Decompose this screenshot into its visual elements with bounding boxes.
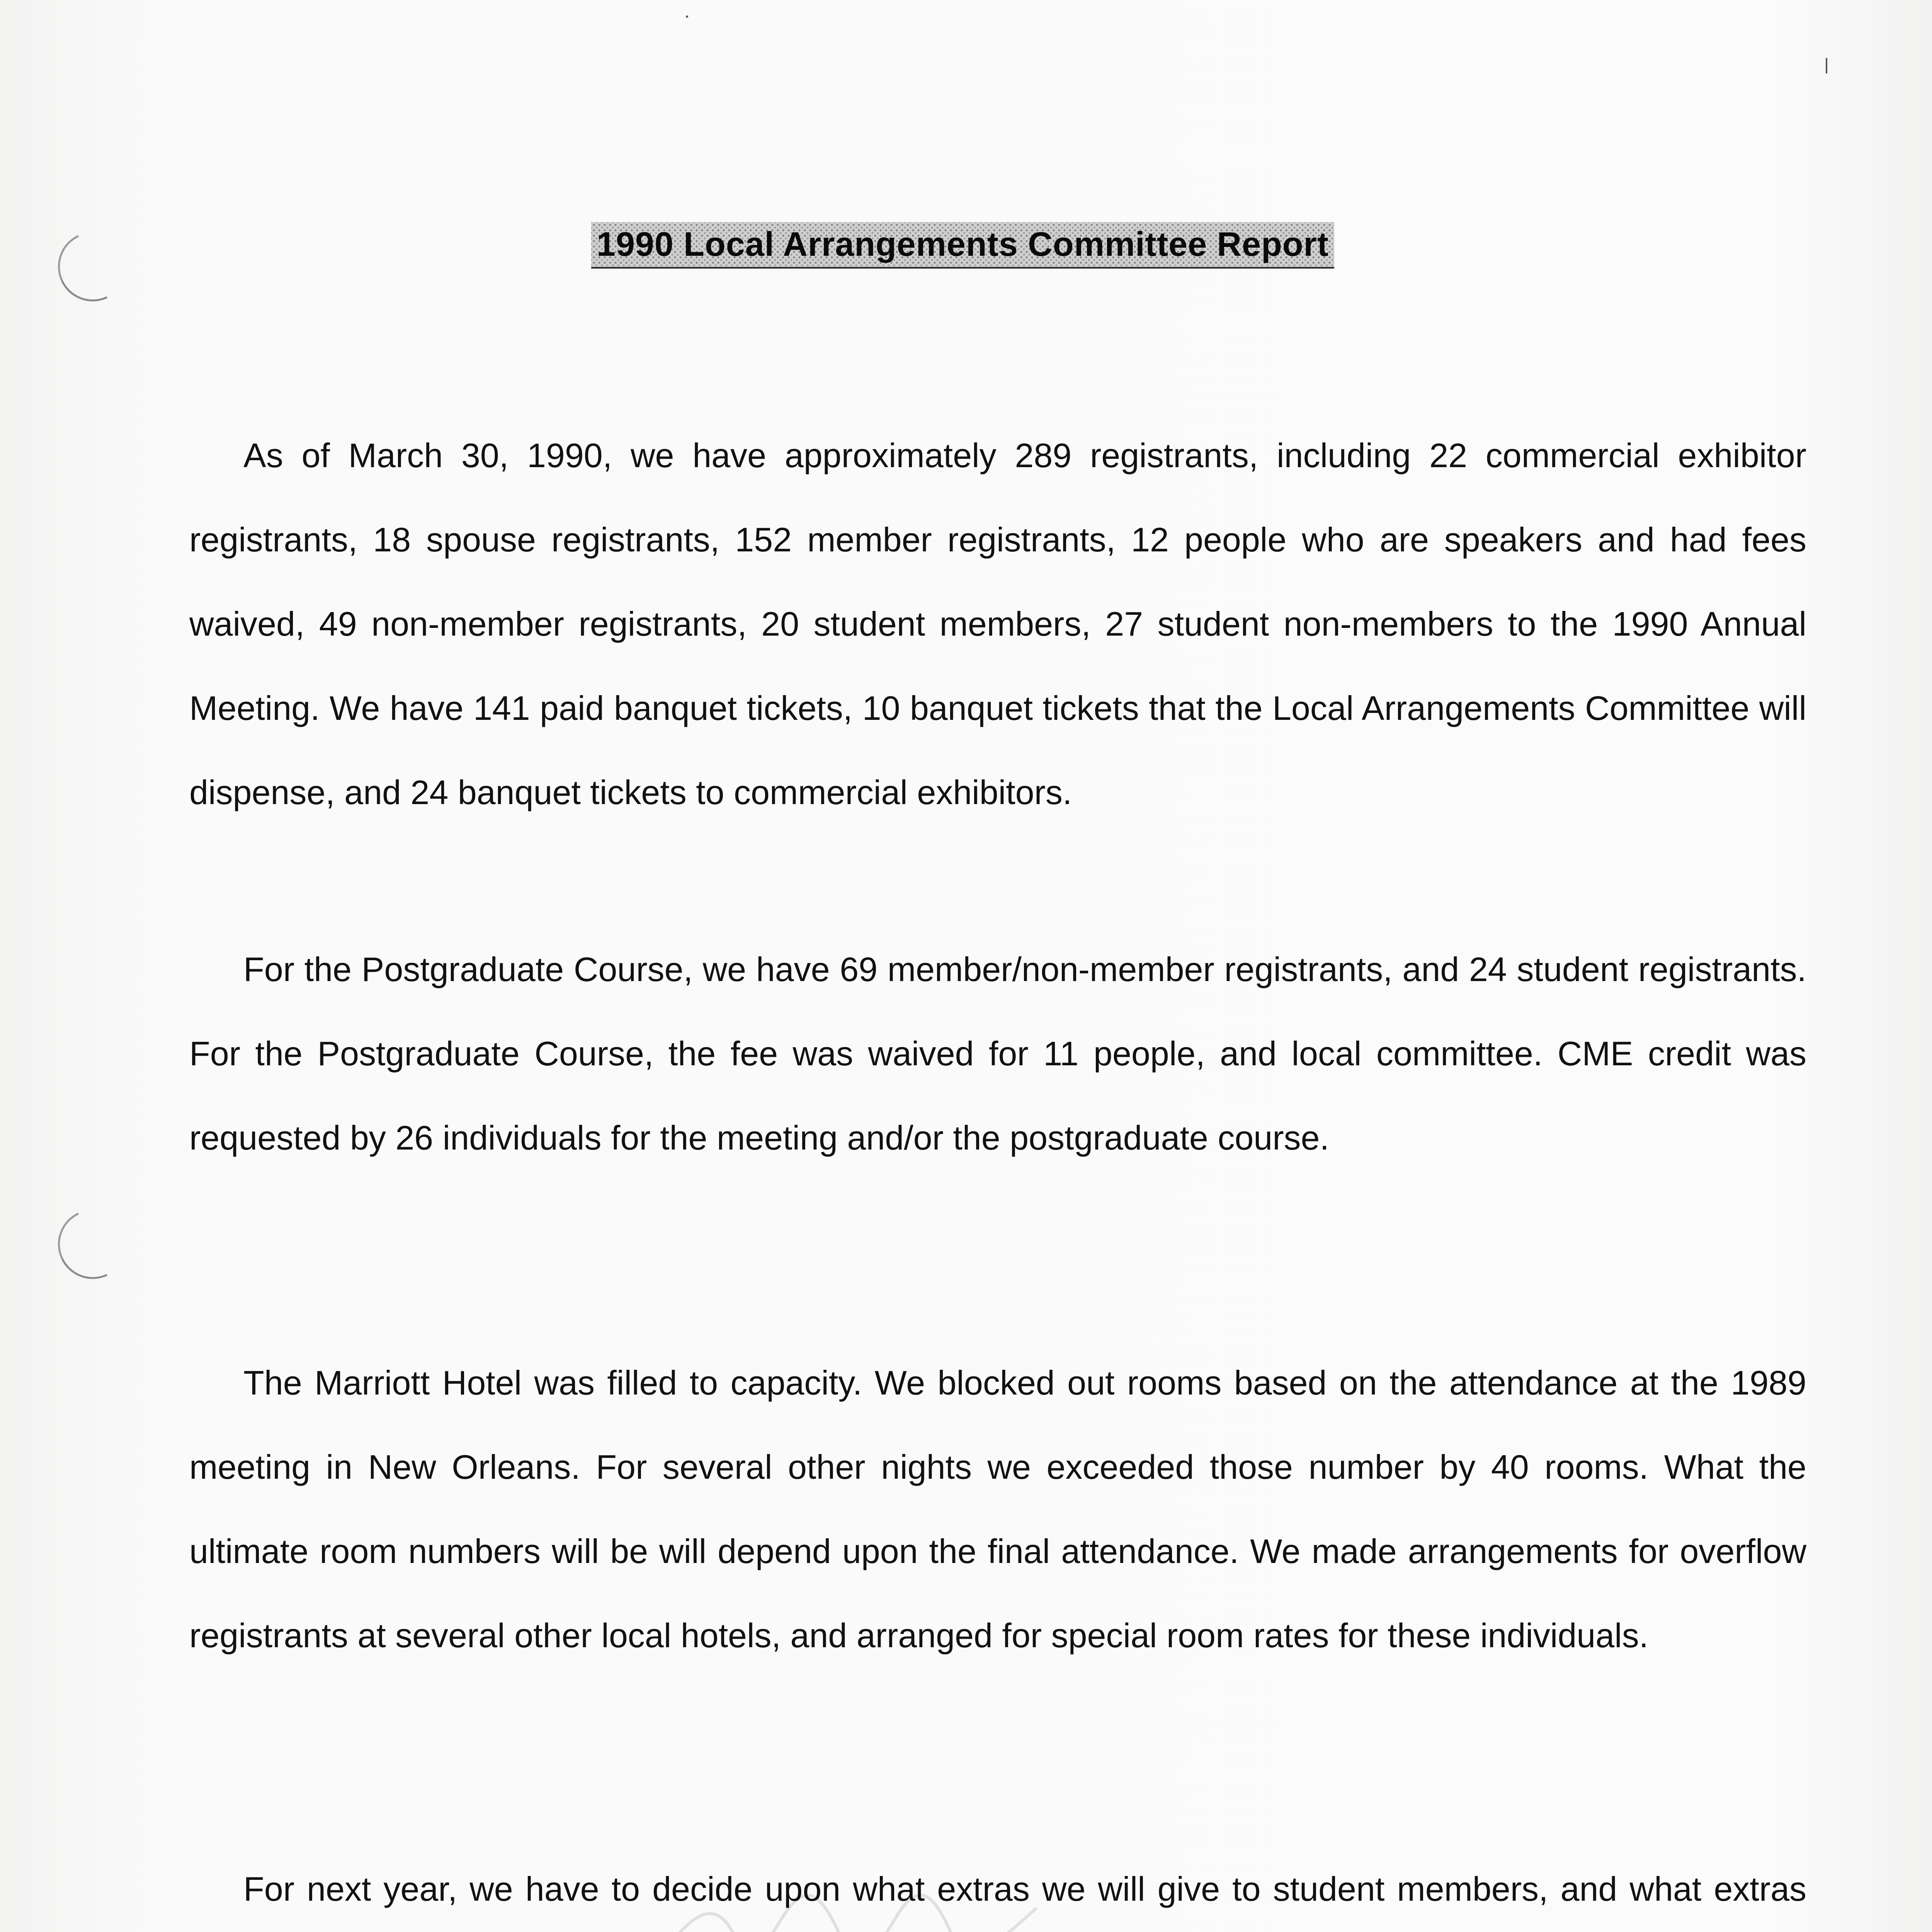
punch-hole-middle [48, 1200, 138, 1289]
paragraph-text: As of March 30, 1990, we have approximately 289 registrants, including 22 commercial exhibitor registrants, 18 spouse registrants, 152 member registrants, 12 people who are speakers and had fees waived, 49 non-member registrants, 20 student members, 27 student non-members to the 1990 Annual Meeting. We have 141 paid banquet tickets, 10 banquet tickets that the Local Arrangements Committee will dispense, and 24 banquet tickets to commercial exhibitors. [189, 436, 1806, 811]
paragraph-text: For the Postgraduate Course, we have 69 member/non-member registrants, and 24 student registrants. For the Postgraduate Course, the fee was waived for 11 people, and local committee. CME credit was requested by 26 individuals for the meeting and/or the postgraduate course. [189, 950, 1806, 1157]
report-title: 1990 Local Arrangements Committee Report [591, 222, 1334, 269]
scan-speck [1826, 58, 1827, 73]
paragraph-hotel [189, 1341, 1806, 1678]
paragraph-text: For next year, we have to decide upon what extras we will give to student members, and what extras [243, 1870, 1806, 1908]
paragraph-next-year [189, 1847, 1806, 1932]
scan-speck [686, 15, 688, 18]
paragraph-registrants [189, 413, 1806, 835]
paragraph-postgraduate-course [189, 927, 1806, 1180]
punch-hole-top [48, 222, 138, 311]
paragraph-text: The Marriott Hotel was filled to capacity. We blocked out rooms based on the attendance at the 1989 meeting in New Orleans. For several other nights we exceeded those number by 40 rooms. What the ultimate room numbers will be will depend upon the final attendance. We made arrangements for overflow registrants at several other local hotels, and arranged for special room rates for these individuals. [189, 1364, 1806, 1655]
